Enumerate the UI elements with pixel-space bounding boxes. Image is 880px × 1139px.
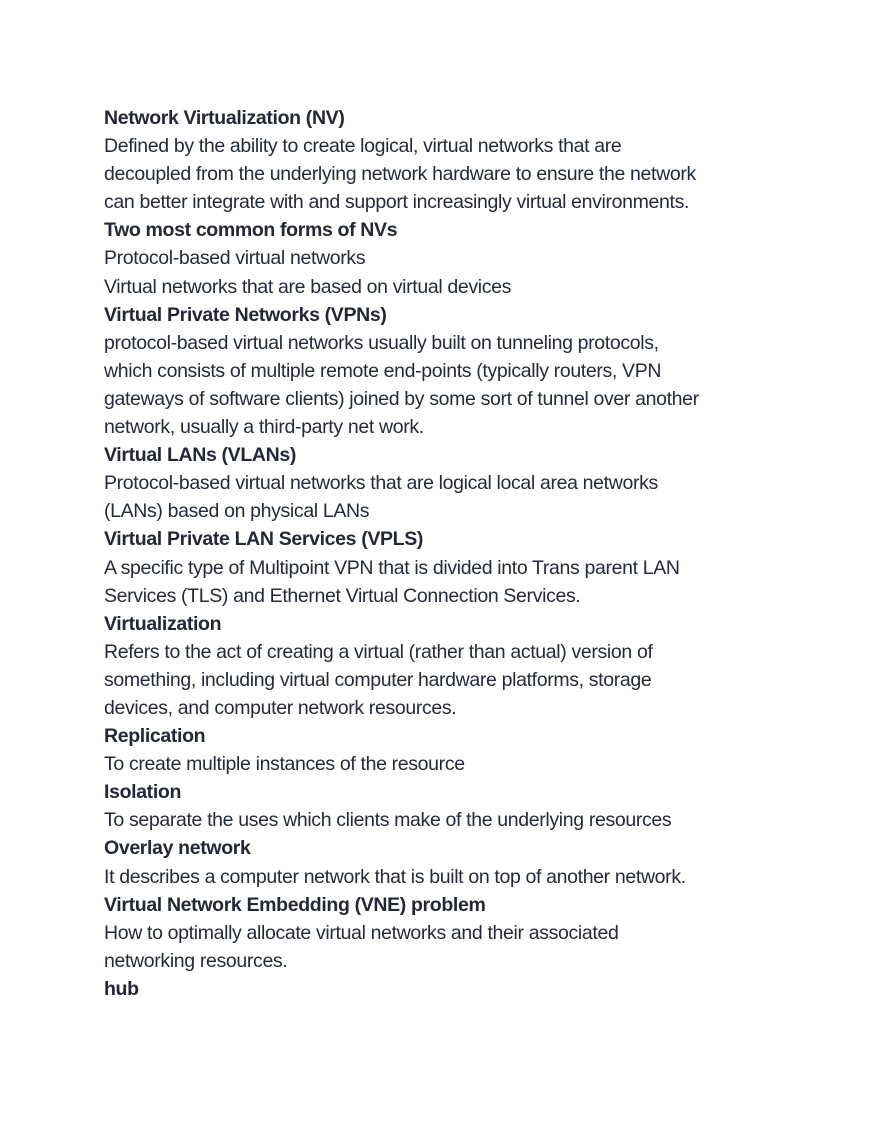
definition-line: How to optimally allocate virtual networks and their associated bbox=[104, 921, 619, 944]
glossary-entry bbox=[104, 722, 776, 778]
glossary-entry bbox=[104, 834, 776, 890]
entry-definition bbox=[104, 554, 776, 610]
glossary-entry bbox=[104, 104, 776, 216]
entry-term: Virtual Private LAN Services (VPLS) bbox=[104, 528, 424, 551]
glossary-entry bbox=[104, 610, 776, 722]
definition-line: gateways of software clients) joined by some sort of tunnel over another bbox=[104, 387, 699, 410]
entry-term: Two most common forms of NVs bbox=[104, 219, 398, 242]
entry-definition bbox=[104, 244, 776, 300]
entry-definition bbox=[104, 863, 776, 891]
glossary-entry bbox=[104, 975, 776, 1003]
definition-line: Defined by the ability to create logical, virtual networks that are bbox=[104, 135, 622, 158]
glossary-entry bbox=[104, 301, 776, 441]
entry-term: Virtual LANs (VLANs) bbox=[104, 444, 296, 467]
entry-term: Replication bbox=[104, 725, 206, 748]
entry-definition bbox=[104, 329, 776, 441]
glossary-entry bbox=[104, 778, 776, 834]
definition-line: networking resources. bbox=[104, 949, 288, 972]
definition-line: Virtual networks that are based on virtual devices bbox=[104, 275, 512, 298]
definition-line: It describes a computer network that is built on top of another network. bbox=[104, 865, 686, 888]
definition-line: A specific type of Multipoint VPN that is divided into Trans parent LAN bbox=[104, 556, 680, 579]
entry-definition bbox=[104, 132, 776, 216]
entry-definition bbox=[104, 469, 776, 525]
definition-line: which consists of multiple remote end-points (typically routers, VPN bbox=[104, 359, 662, 382]
definition-line: decoupled from the underlying network hardware to ensure the network bbox=[104, 163, 696, 186]
glossary-entry bbox=[104, 441, 776, 525]
definition-line: To separate the uses which clients make of the underlying resources bbox=[104, 809, 672, 832]
entry-term: Network Virtualization (NV) bbox=[104, 107, 345, 129]
glossary-content bbox=[104, 104, 776, 1003]
entry-term: hub bbox=[104, 977, 139, 1000]
entry-definition bbox=[104, 750, 776, 778]
entry-term: Virtualization bbox=[104, 612, 222, 635]
definition-line: network, usually a third-party net work. bbox=[104, 416, 424, 439]
definition-line: something, including virtual computer hardware platforms, storage bbox=[104, 668, 652, 691]
entry-definition bbox=[104, 806, 776, 834]
entry-term: Virtual Private Networks (VPNs) bbox=[104, 303, 387, 326]
definition-line: Refers to the act of creating a virtual (rather than actual) version of bbox=[104, 640, 653, 663]
entry-term: Virtual Network Embedding (VNE) problem bbox=[104, 893, 486, 916]
definition-line: (LANs) based on physical LANs bbox=[104, 500, 370, 523]
definition-line: devices, and computer network resources. bbox=[104, 696, 457, 719]
entry-definition bbox=[104, 919, 776, 975]
entry-definition bbox=[104, 638, 776, 722]
definition-line: To create multiple instances of the resource bbox=[104, 753, 465, 776]
definition-line: Protocol-based virtual networks that are logical local area networks bbox=[104, 472, 658, 495]
definition-line: Protocol-based virtual networks bbox=[104, 247, 366, 270]
glossary-entry bbox=[104, 216, 776, 300]
definition-line: can better integrate with and support increasingly virtual environments. bbox=[104, 191, 690, 214]
glossary-entry bbox=[104, 891, 776, 975]
glossary-entry bbox=[104, 525, 776, 609]
entry-term: Isolation bbox=[104, 781, 182, 804]
definition-line: Services (TLS) and Ethernet Virtual Connection Services. bbox=[104, 584, 581, 607]
definition-line: protocol-based virtual networks usually built on tunneling protocols, bbox=[104, 331, 659, 354]
entry-term: Overlay network bbox=[104, 837, 251, 860]
